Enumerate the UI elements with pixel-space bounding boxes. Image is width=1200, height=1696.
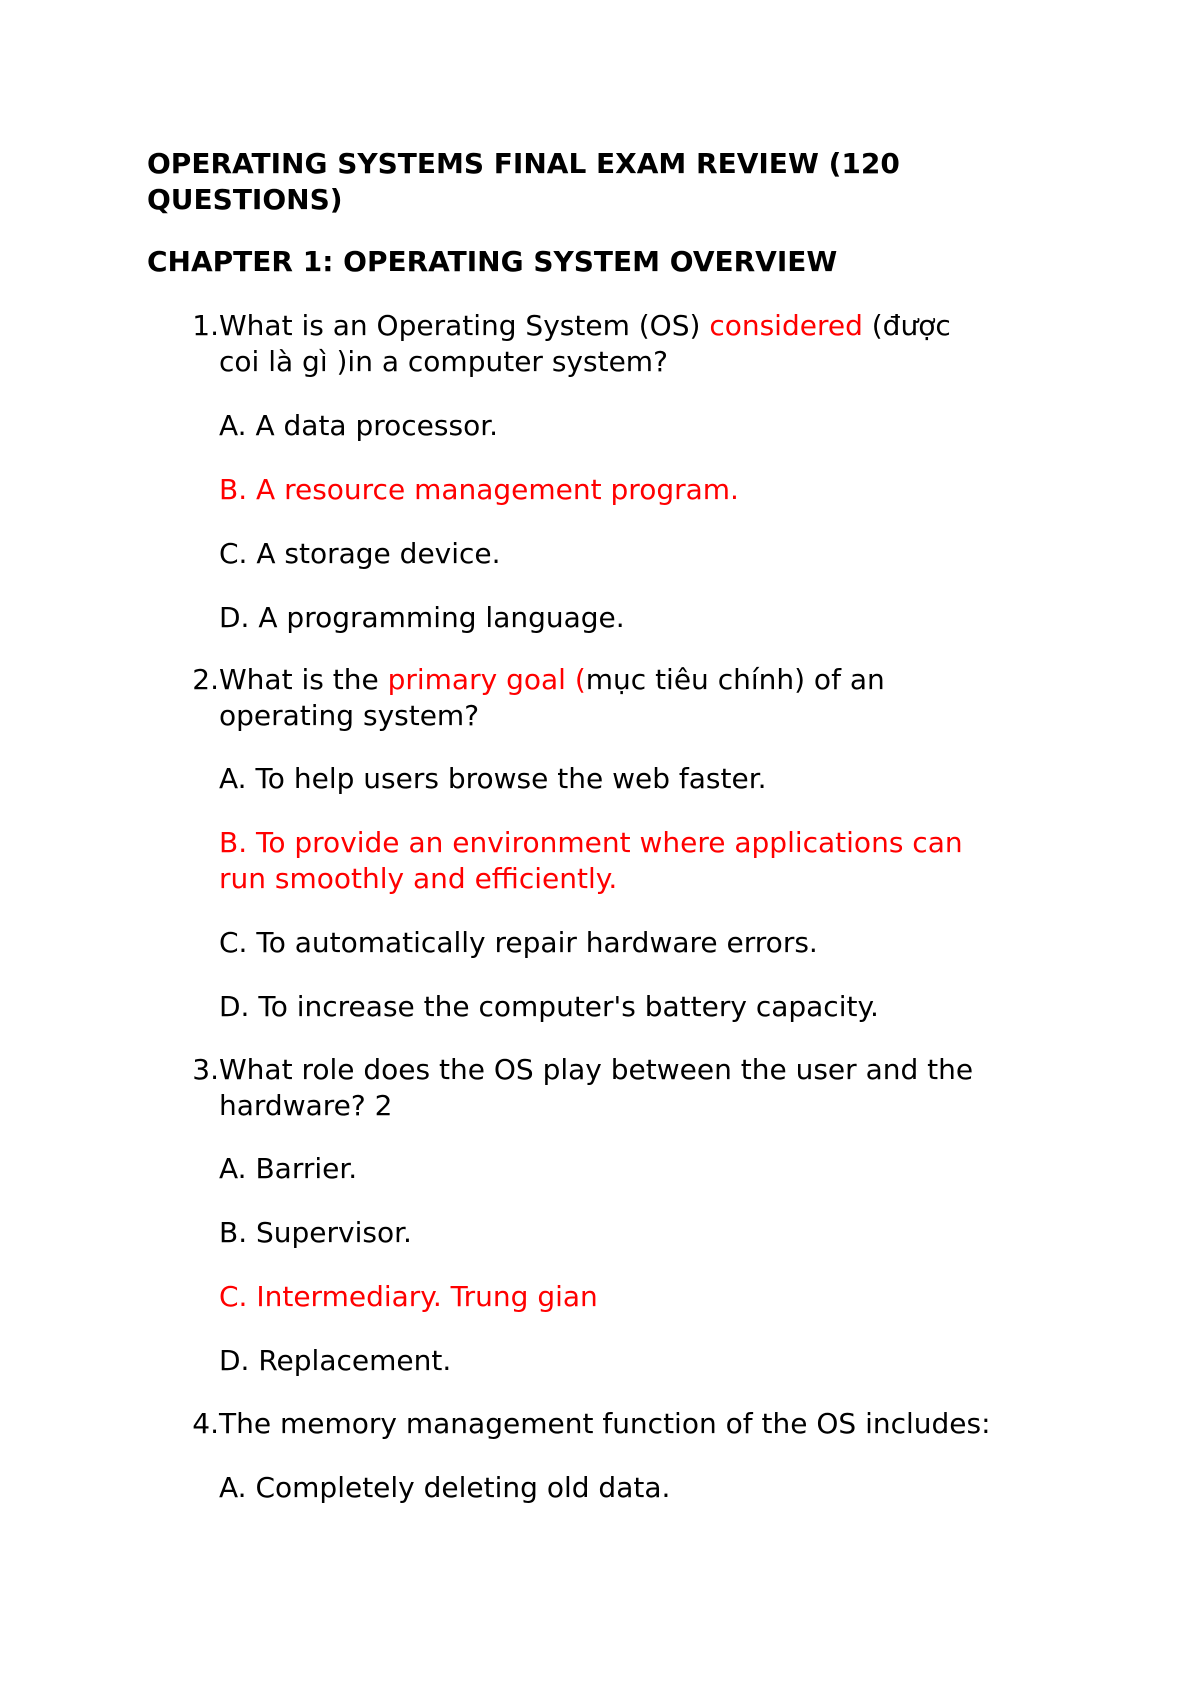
question-3-option-a: A. Barrier. — [219, 1152, 358, 1185]
question-2-text-b: mục tiêu chính) of an — [585, 663, 885, 696]
question-2-number: 2. — [192, 663, 219, 696]
question-1-option-a: A. A data processor. — [219, 409, 499, 442]
question-1-option-b-correct: B. A resource management program. — [219, 473, 739, 506]
question-1-line-1 — [192, 308, 951, 344]
question-1-option-c: C. A storage device. — [219, 537, 501, 570]
question-4-text: The memory management function of the OS includes: — [219, 1407, 991, 1440]
question-3-number: 3. — [192, 1053, 219, 1086]
question-2-line-2: operating system? — [219, 699, 480, 732]
question-3-option-c-correct: C. Intermediary. Trung gian — [219, 1280, 598, 1313]
question-1-number: 1. — [192, 309, 219, 342]
question-1-highlight: considered — [709, 309, 863, 342]
question-4-line-1 — [192, 1406, 991, 1442]
question-3-text: What role does the OS play between the user and the — [219, 1053, 974, 1086]
question-1-line-2: coi là gì )in a computer system? — [219, 345, 668, 378]
question-2-option-a: A. To help users browse the web faster. — [219, 762, 767, 795]
question-3-option-b: B. Supervisor. — [219, 1216, 412, 1249]
question-2-text-a: What is the — [219, 663, 388, 696]
question-2-option-d: D. To increase the computer's battery capacity. — [219, 990, 879, 1023]
question-3-option-d: D. Replacement. — [219, 1344, 452, 1377]
question-3-line-1 — [192, 1052, 974, 1088]
question-2-option-c: C. To automatically repair hardware errors. — [219, 926, 818, 959]
document-title-line-1: OPERATING SYSTEMS FINAL EXAM REVIEW (120 — [147, 147, 900, 180]
question-4-number: 4. — [192, 1407, 219, 1440]
question-3-line-2: hardware? 2 — [219, 1089, 393, 1122]
chapter-heading: CHAPTER 1: OPERATING SYSTEM OVERVIEW — [147, 245, 838, 278]
question-2-option-b-correct-line-1: B. To provide an environment where applications can — [219, 826, 963, 859]
question-4-option-a: A. Completely deleting old data. — [219, 1471, 671, 1504]
question-1-option-d: D. A programming language. — [219, 601, 625, 634]
question-2-line-1 — [192, 662, 885, 698]
question-2-option-b-correct-line-2: run smoothly and efficiently. — [219, 862, 618, 895]
question-2-highlight: primary goal ( — [387, 663, 586, 696]
document-title-line-2: QUESTIONS) — [147, 183, 343, 216]
question-1-text-a: What is an Operating System (OS) — [219, 309, 710, 342]
question-1-text-b: (được — [862, 309, 951, 342]
